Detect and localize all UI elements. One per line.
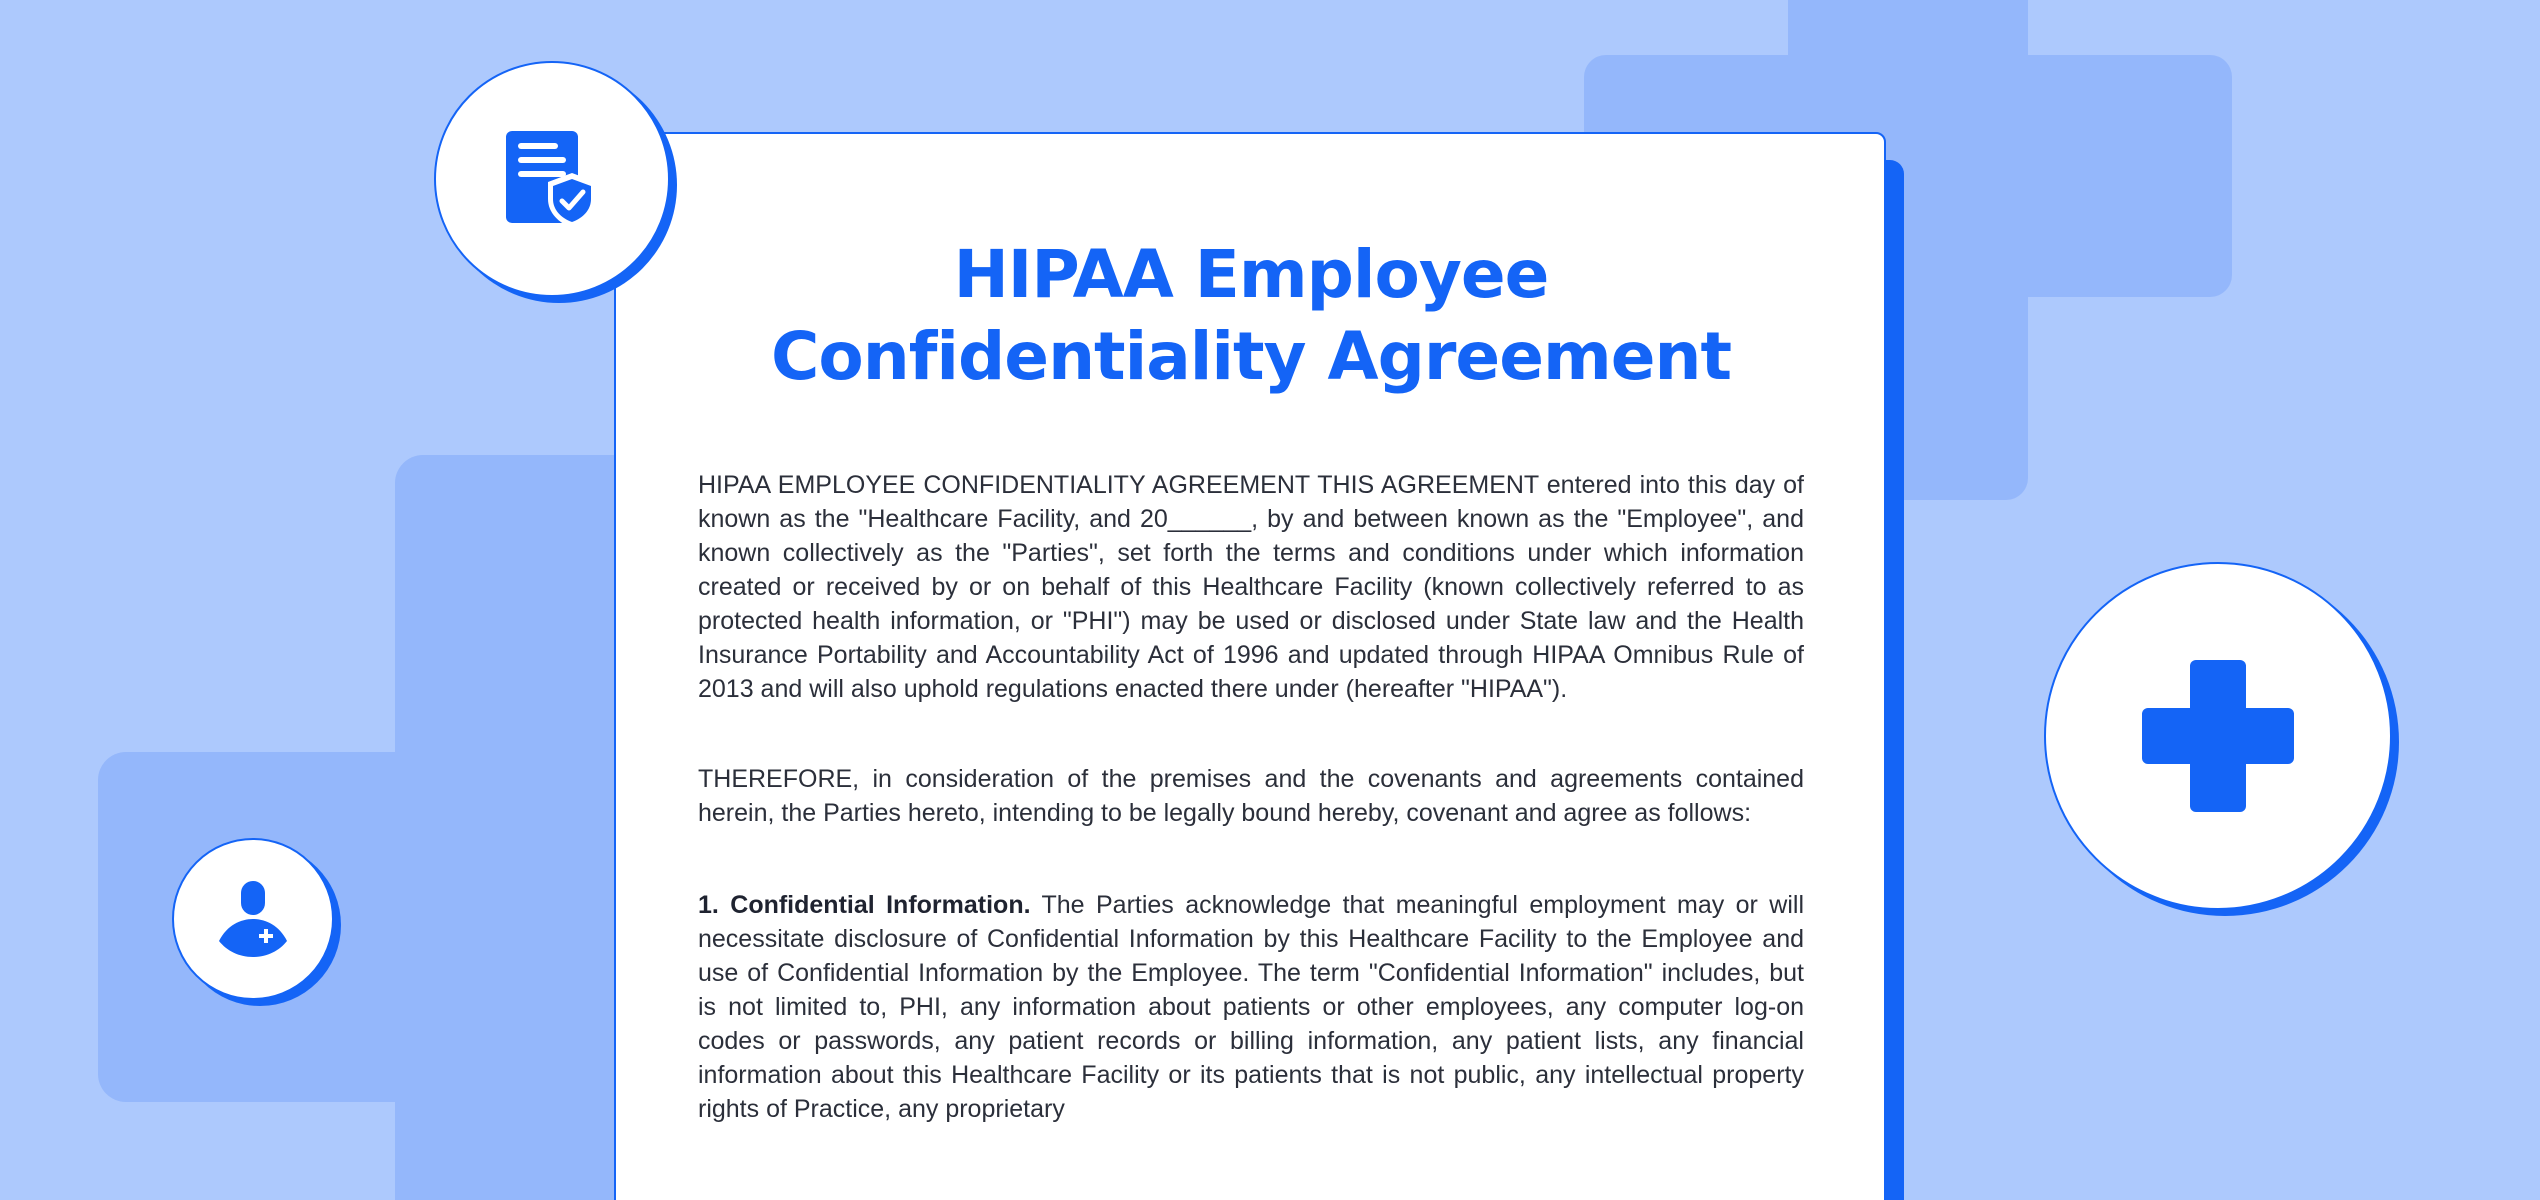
title-line-2: Confidentiality Agreement	[770, 318, 1732, 395]
user-medical-icon	[217, 879, 289, 959]
section-1-heading: 1. Confidential Information.	[698, 891, 1031, 919]
therefore-paragraph: THEREFORE, in consideration of the premises and the covenants and agreements contained herein, the Parties hereto, intending to be legally bound hereby, covenant and agree as follows:	[698, 765, 1804, 827]
intro-paragraph: HIPAA EMPLOYEE CONFIDENTIALITY AGREEMENT THIS AGREEMENT entered into this day of known as the "Healthcare Facility, and 20______, by and between known as the "Employee", and known collectively as the "Parties", set forth the terms and conditions under which information created or received by or on behalf of this Healthcare Facility (known collectively referred to as protected health information, or "PHI") may be used or disclosed under State law and the Health Insurance Portability and Accountability Act of 1996 and updated through HIPAA Omnibus Rule of 2013 and will also uphold regulations enacted there under (hereafter "HIPAA").	[698, 471, 1804, 703]
document-title	[698, 234, 1804, 398]
title-line-1: HIPAA Employee	[953, 236, 1549, 313]
document-shield-badge	[434, 61, 670, 297]
document-shield-icon	[504, 129, 600, 229]
section-1-text: The Parties acknowledge that meaningful employment may or will necessitate disclosure of Confidential Information by this Healthcare Facility to the Employee and use of Confidential Information by the Employee. The term "Confidential Information" includes, but is not limited to, PHI, any information about patients or other employees, any computer log-on codes or passwords, any patient records or billing information, any patient lists, any financial information about this Healthcare Facility or its patients that is not public, any intellectual property rights of Practice, any proprietary	[698, 891, 1804, 1123]
medical-cross-icon	[2142, 660, 2294, 812]
medical-cross-badge	[2044, 562, 2392, 910]
section-1-paragraph	[698, 888, 1804, 1126]
user-medical-badge	[172, 838, 334, 1000]
agreement-document	[614, 132, 1886, 1200]
